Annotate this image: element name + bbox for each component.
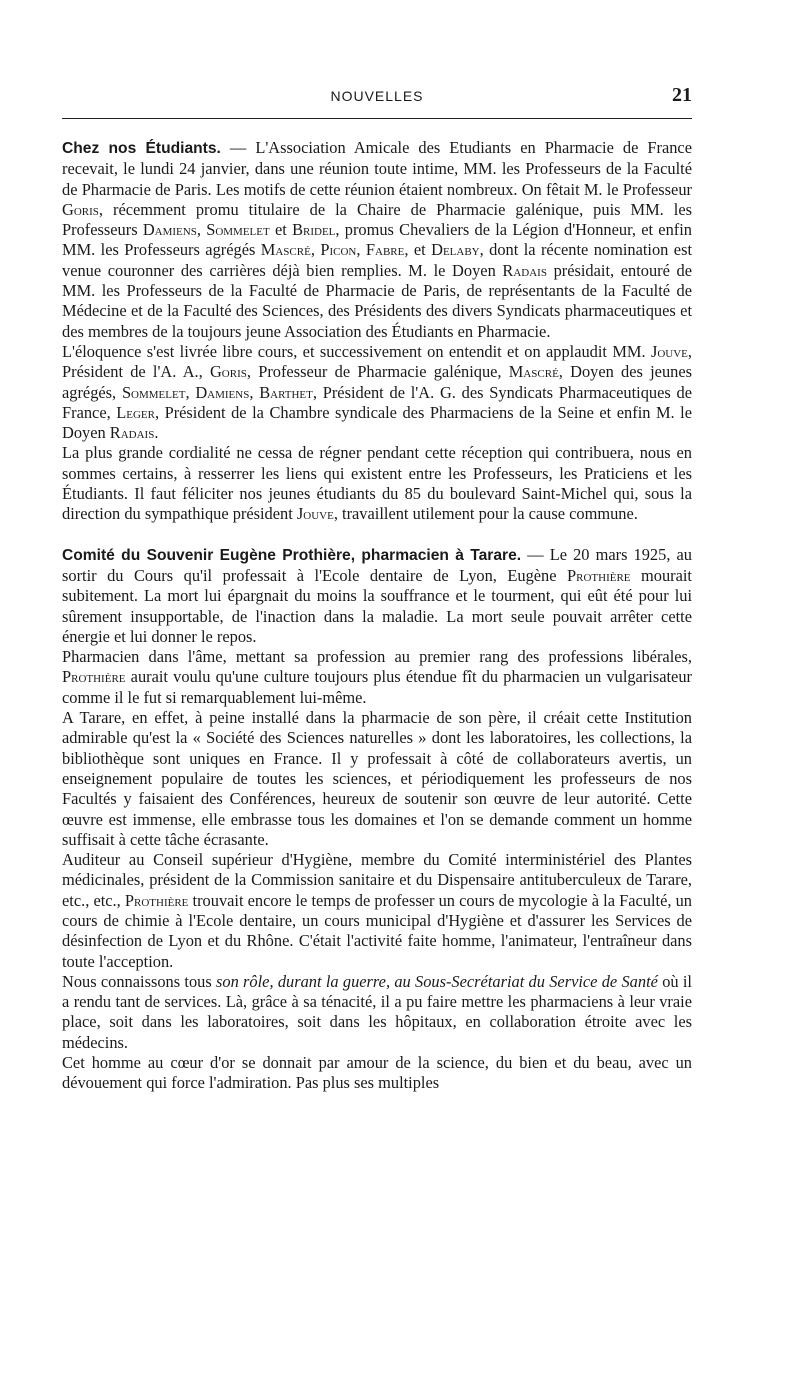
page-number: 21 [672, 84, 692, 106]
person-name: Sommelet [206, 220, 270, 240]
section-chez-nos-etudiants [62, 138, 692, 525]
text-run: , récemment promu titulaire de la Chaire de Pharmacie galénique, puis MM. les Professeurs [62, 199, 692, 240]
paragraph [62, 647, 692, 708]
text-run: mourait subitement. La mort lui épargnait du moins la souffrance et le tourment, qui eût été pour lui sûrement insupportable, de l'inaction dans la maladie. La mort seule pouvait arrêter cette énergie et lui donner le repos. [62, 565, 692, 646]
text-run: — Le 20 mars 1925, au sortir du Cours qu'il professait à l'Ecole dentaire de Lyon, Eugène [62, 544, 692, 585]
section-title: Chez nos Étudiants. [62, 140, 221, 157]
page-header [62, 78, 692, 138]
text-run: , Président de l'A. G. des Syndicats Pharmaceutiques de France, [62, 382, 693, 422]
paragraph [62, 1053, 692, 1094]
person-name: Barthet [259, 382, 313, 402]
text-run: Auditeur au Conseil supérieur d'Hygiène, membre du Comité interministériel des Plantes médicinales, président de la Commission sanitaire et du Dispensaire antituberculeux de Tarare, etc., etc., [62, 850, 692, 910]
person-name: Jouve [296, 504, 334, 524]
paragraph [62, 342, 692, 443]
text-run: , travaillent utilement pour la cause commune. [333, 504, 638, 524]
text-run: A Tarare, en effet, à peine installé dans la pharmacie de son père, il créait cette Institution admirable qu'est la « Société des Sciences naturelles » dont les laboratoires, les collections, la bibliothèque sont uniques en France. Il y professait à côté de collaborateurs avertis, un enseignement populaire de toutes les sciences, et périodiquement les professeurs de nos Facultés y faisaient des Conférences, heureux de soutenir son œuvre de leur autorité. Cette œuvre est immense, elle embrasse tous les domaines et l'on se demande comment un homme suffisait à cette tâche écrasante. [62, 708, 692, 849]
text-run: , dont la récente nomination est venue couronner des carrières déjà bien remplies. M. le Doyen [62, 240, 692, 280]
text-run: où il a rendu tant de services. Là, grâce à sa ténacité, il a pu faire mettre les pharmaciens à leur vraie place, soit dans les laboratoires, soit dans les hôpitaux, en collaboration étroite avec les médecins. [62, 971, 692, 1052]
person-name: Sommelet [121, 382, 186, 402]
article-body [62, 138, 692, 1094]
text-run: Pharmacien dans l'âme, mettant sa profession au premier rang des professions libérales, [62, 647, 692, 667]
section-title: Comité du Souvenir Eugène Prothière, pharmacien à Tarare. [62, 546, 522, 564]
text-run: , [310, 240, 321, 260]
text-run: , et [404, 240, 432, 260]
page [62, 0, 692, 1114]
running-head: NOUVELLES [330, 88, 424, 104]
text-run: L'éloquence s'est livrée libre cours, et successivement on entendit et on applaudit MM. [62, 341, 651, 361]
text-run: Cet homme au cœur d'or se donnait par amour de la science, du bien et du beau, avec un dévouement qui force l'admiration. Pas plus ses multiples [62, 1053, 692, 1093]
person-name: Jouve [650, 341, 688, 361]
text-run: , [196, 220, 207, 240]
section-comite-souvenir-prothiere [62, 545, 692, 1094]
person-name: Goris [209, 362, 247, 382]
person-name: Radais [502, 260, 547, 280]
person-name: Goris [62, 199, 99, 219]
text-run: trouvait encore le temps de professer un cours de mycologie à la Faculté, un cours de chimie à l'Ecole dentaire, un cours municipal d'Hygiène et d'assurer les Services de désinfection de Lyon et du Rhône. C'était l'activité faite homme, l'animateur, l'entraîneur dans toute l'acception. [62, 890, 692, 971]
text-run: , promus Chevaliers de la Légion d'Honneur, et enfin MM. les Professeurs agrégés [62, 220, 692, 260]
person-name: Fabre [365, 240, 405, 260]
text-run: La plus grande cordialité ne cessa de régner pendant cette réception qui contribuera, nous en sommes certains, à resserrer les liens qui existent entre les Professeurs, les Praticiens et les Étudiants. Il faut féliciter nos jeunes étudiants du 85 du boulevard Saint-Michel qui, sous la direction du sympathique président [62, 443, 692, 524]
person-name: Prothière [62, 667, 126, 687]
text-run: Nous connaissons tous [62, 971, 216, 991]
text-run: et [269, 220, 293, 240]
paragraph [62, 443, 692, 524]
text-run: , Doyen des jeunes agrégés, [62, 362, 693, 402]
text-run: , Président de la Chambre syndicale des Pharmaciens de la Seine et enfin M. le Doyen [62, 402, 692, 443]
header-rule [62, 118, 692, 119]
text-run: , Président de l'A. A., [62, 341, 692, 382]
person-name: Leger [116, 402, 155, 422]
person-name: Prothière [567, 565, 631, 585]
paragraph [62, 850, 692, 972]
person-name: Bridel [292, 220, 336, 240]
paragraph [62, 972, 692, 1053]
paragraph [62, 545, 692, 647]
paragraph [62, 138, 692, 342]
text-run: , [356, 240, 366, 260]
person-name: Radais [109, 423, 155, 443]
text-run: , [185, 382, 196, 402]
text-run: — L'Association Amicale des Etudiants en Pharmacie de France recevait, le lundi 24 janvier, dans une réunion toute intime, MM. les Professeurs de la Faculté de Pharmacie de Paris. Les motifs de cette réunion étaient nombreux. On fêtait M. le Professeur [62, 138, 692, 199]
text-run: , [249, 382, 260, 402]
text-run: . [154, 423, 159, 443]
text-run: , Professeur de Pharmacie galénique, [246, 362, 509, 382]
person-name: Mascré [260, 240, 311, 260]
person-name: Mascré [508, 362, 559, 382]
text-run: présidait, entouré de MM. les Professeurs de la Faculté de Pharmacie de Paris, de représentants de la Faculté de Médecine et de la Faculté des Sciences, des Présidents des divers Syndicats pharmaceutiques et des membres de la toujours jeune Association des Étudiants en Pharmacie. [62, 260, 692, 341]
person-name: Damiens [142, 220, 197, 240]
person-name: Picon [320, 240, 357, 260]
person-name: Delaby [431, 240, 480, 260]
italic-text: son rôle, durant la guerre, au Sous-Secrétariat du Service de Santé [216, 971, 658, 991]
paragraph [62, 708, 692, 850]
text-run: aurait voulu qu'une culture toujours plus étendue fît du pharmacien un vulgarisateur comme il le fut si remarquablement lui-même. [62, 667, 692, 707]
person-name: Prothière [124, 890, 189, 910]
person-name: Damiens [195, 382, 250, 402]
